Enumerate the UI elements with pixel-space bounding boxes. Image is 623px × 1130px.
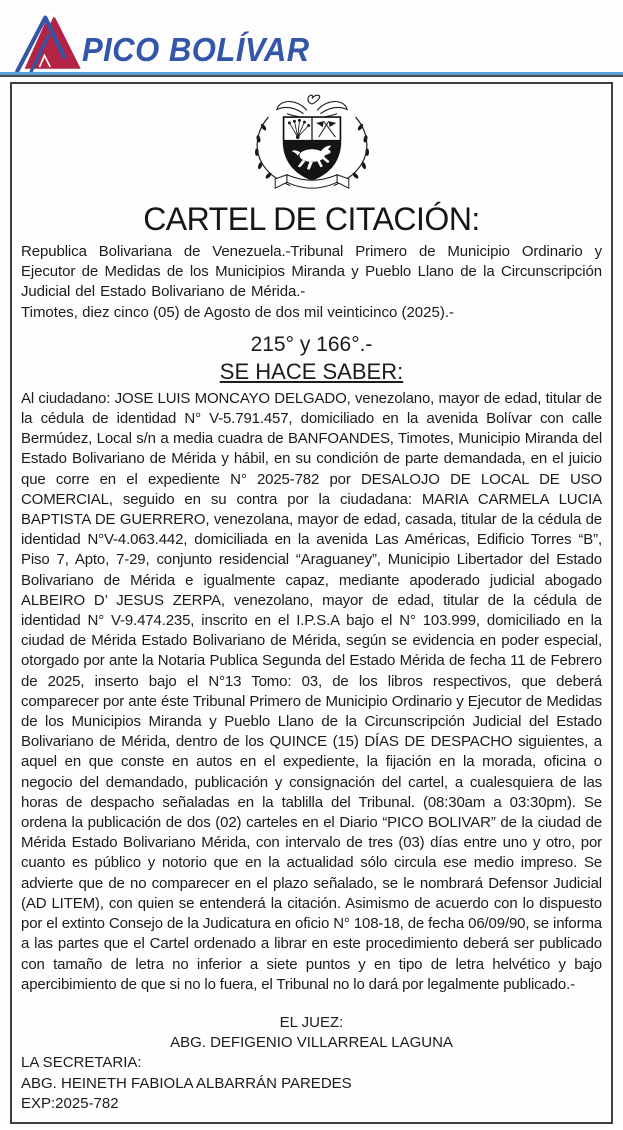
signature-block <box>21 1013 602 1114</box>
pico-bolivar-logo <box>14 6 310 72</box>
secretary-name: ABG. HEINETH FABIOLA ALBARRÁN PAREDES <box>21 1074 352 1092</box>
articles-reference: 215° y 166°.- <box>250 332 373 356</box>
se-hace-saber-subheading: SE HACE SABER: <box>219 358 404 384</box>
citation-body-text: Al ciudadano: JOSE LUIS MONCAYO DELGADO, venezolano, mayor de edad, titular de la cédula de identidad N° V-5.791.457, domiciliado en la avenida Bolívar con calle Bermúdez, Local s/n a media cuadra de BANFOANDES, Timotes, Municipio Miranda del Estado Bolivariano de Mérida y hábil, en su condición de parte demandada, en el juicio que corre en el expediente N° 2025-782 por DESALOJO DE LOCAL DE USO COMERCIAL, seguido en su contra por la ciudadana: MARIA CARMELA LUCIA BAPTISTA DE GUERRERO, venezolana, mayor de edad, casada, titular de la cédula de identidad N°V-4.063.442, domiciliada en la avenida Las Américas, Edificio Torres “B”, Piso 7, Apto, 7-29, conjunto residencial “Araguaney”, Municipio Libertador del Estado Bolivariano de Mérida e igualmente capaz, mediante apoderado judicial abogado ALBEIRO D’ JESUS ZERPA, venezolano, mayor de edad, titular de la cédula de identidad N° V-9.474.235, inscrito en el I.P.S.A bajo el N° 103.999, domiciliado en la ciudad de Mérida Estado Bolivariano de Mérida, según se evidencia en poder especial, otorgado por ante la Notaria Publica Segunda del Estado Mérida de fecha 11 de Febrero de 2025, inserto bajo el N°13 Tomo: 03, de los libros respectivos, que deberá comparecer por ante éste Tribunal Primero de Municipio Ordinario y Ejecutor de Medidas de los Municipios Miranda y Pueblo Llano de la Circunscripción Judicial del Estado Bolivariano de Mérida, dentro de los QUINCE (15) DÍAS DE DESPACHO siguientes, a aquel en que conste en autos en el expediente, la fijación en la morada, oficina o negocio del demandado, publicación y consignación del cartel, a cualesquiera de las horas de despacho señaladas en la tablilla del Tribunal. (08:30am a 03:30pm). Se ordena la publicación de dos (02) carteles en el Diario “PICO BOLIVAR” de la ciudad de Mérida Estado Bolivariano Mérida, con intervalo de tres (03) días entre uno y otro, por cuanto es público y notorio que en la actualidad sólo circula ese medio impreso. Se advierte que de no comparecer en el plazo señalado, se le nombrará Defensor Judicial (AD LITEM), con quien se entenderá la citación. Asimismo de acuerdo con lo dispuesto por el extinto Consejo de la Judicatura en oficio N° 108-18, de fecha 06/09/90, se informa a las partes que el Cartel ordenado a librar en este procedimiento deberá ser publicado con tamaño de letra no inferior a siete puntos y en tipo de letra helvético y bajo apercibimiento de que si no lo fuera, el Tribunal no lo dará por legalmente publicado.- <box>21 389 602 993</box>
expediente-number: EXP:2025-782 <box>21 1094 119 1112</box>
notice-title: CARTEL DE CITACIÓN: <box>143 201 480 237</box>
masthead-divider-dark <box>0 75 623 77</box>
emblem-row <box>21 90 602 199</box>
dateline: Timotes, diez cinco (05) de Agosto de dos mil veinticinco (2025).- <box>21 303 454 321</box>
venezuela-coat-of-arms-icon <box>238 181 386 198</box>
newspaper-name: PICO BOLÍVAR <box>82 30 310 69</box>
judge-label: EL JUEZ: <box>279 1013 344 1031</box>
tribunal-header-paragraph: Republica Bolivariana de Venezuela.-Tribunal Primero de Municipio Ordinario y Ejecutor de Medidas de los Municipios Miranda y Pueblo Llano de la Circunscripción Judicial del Estado Bolivariano de Mérida.- <box>21 243 602 301</box>
judge-name: ABG. DEFIGENIO VILLARREAL LAGUNA <box>170 1034 453 1052</box>
citation-notice-box <box>10 82 613 1124</box>
masthead <box>0 0 623 72</box>
secretary-label: LA SECRETARIA: <box>21 1054 142 1072</box>
